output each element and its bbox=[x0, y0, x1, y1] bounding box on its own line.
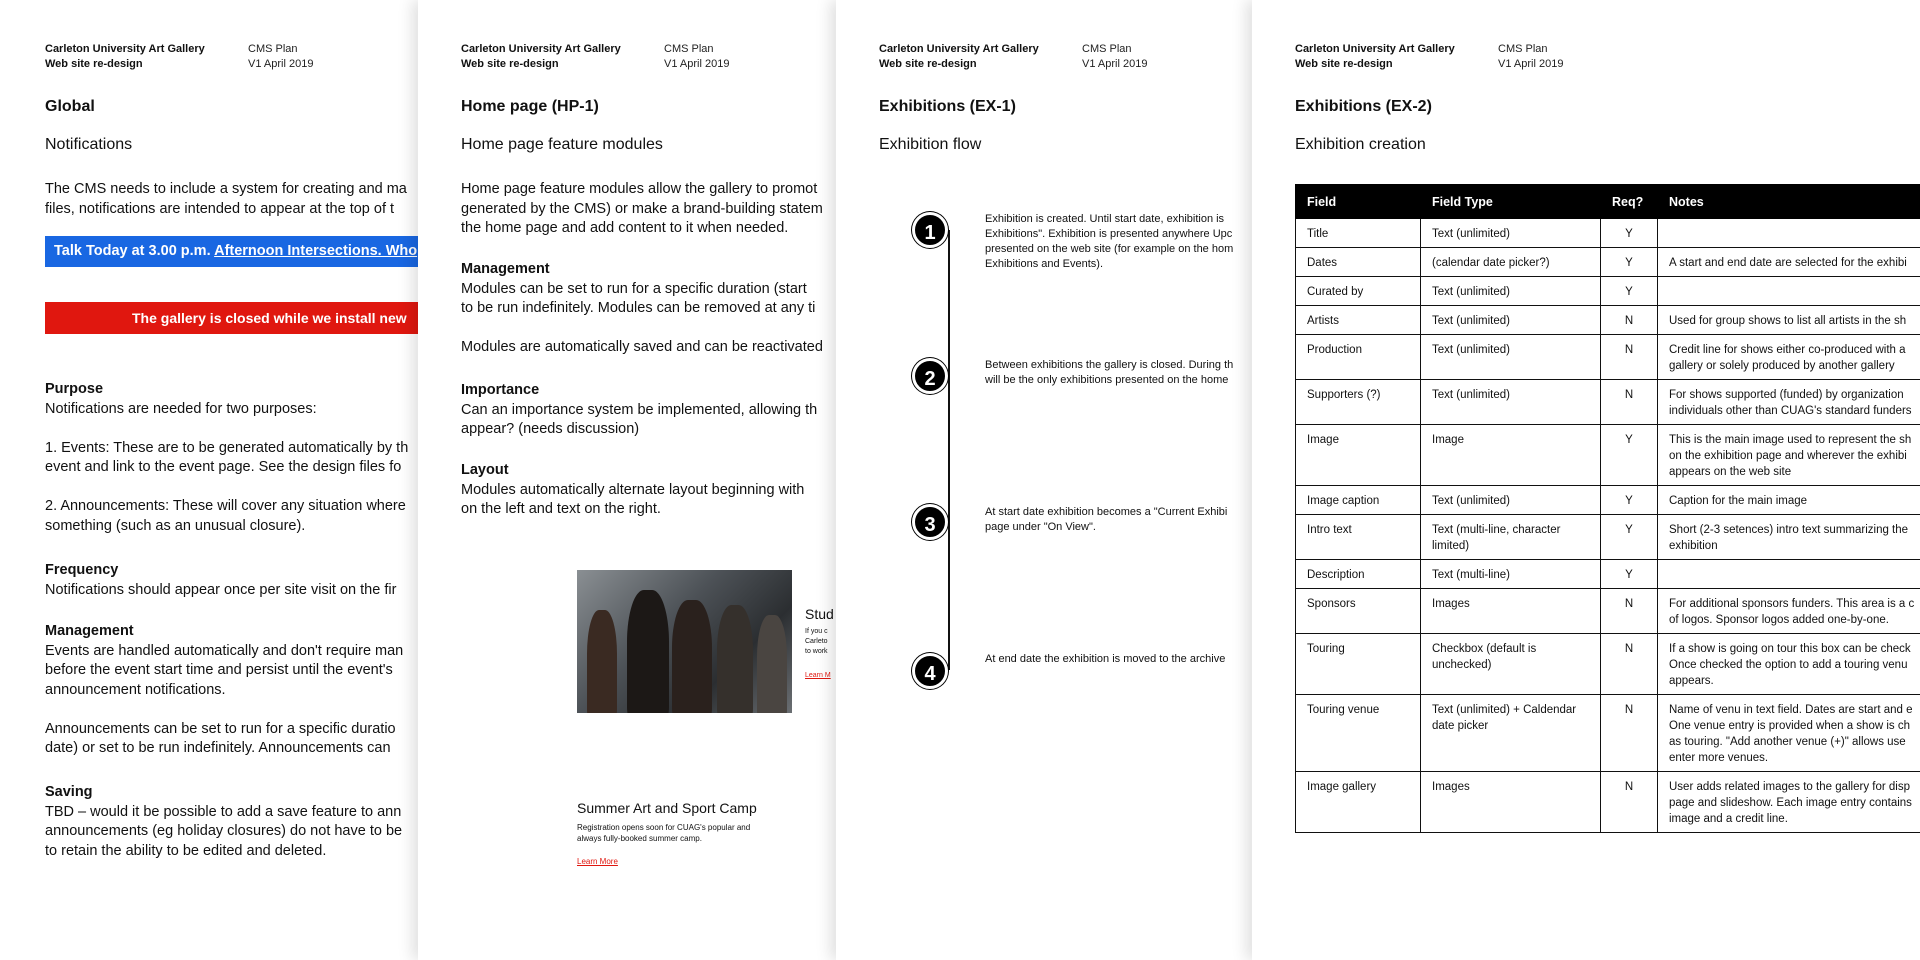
module-photo bbox=[577, 570, 792, 713]
module-text: If you c Carleto to work bbox=[805, 628, 828, 655]
field-name-cell: Image caption bbox=[1296, 486, 1421, 515]
table-row bbox=[1296, 306, 1920, 335]
required-cell: N bbox=[1601, 380, 1658, 425]
field-name-cell: Touring venue bbox=[1296, 695, 1421, 772]
field-type-cell: Image bbox=[1421, 425, 1601, 486]
field-type-cell: Text (unlimited) bbox=[1421, 306, 1601, 335]
management-block: Management Modules can be set to run for a specific duration (start to be run indefinitely. Modules can be removed at any ti Modules are automatically saved and can be reactivated bbox=[461, 261, 823, 355]
required-cell: Y bbox=[1601, 560, 1658, 589]
required-cell: N bbox=[1601, 772, 1658, 833]
module-learn-more-link[interactable]: Learn M bbox=[805, 672, 831, 679]
required-cell: Y bbox=[1601, 277, 1658, 306]
doc-header-org: Carleton University Art Gallery Web site re-design bbox=[461, 43, 621, 70]
field-type-cell: Text (unlimited) bbox=[1421, 335, 1601, 380]
intro-text: The CMS needs to include a system for creating and ma files, notifications are intended to appear at the top of t bbox=[45, 181, 407, 217]
notes-cell: For additional sponsors funders. This area is a c of logos. Sponsor logos added one-by-one. bbox=[1658, 589, 1920, 634]
frequency-block: Frequency Notifications should appear once per site visit on the fir bbox=[45, 562, 397, 598]
notes-cell: Credit line for shows either co-produced with a gallery or solely produced by another gallery bbox=[1658, 335, 1920, 380]
table-row bbox=[1296, 560, 1920, 589]
field-type-cell: Text (unlimited) bbox=[1421, 219, 1601, 248]
field-type-cell: Images bbox=[1421, 589, 1601, 634]
table-row bbox=[1296, 380, 1920, 425]
table-header-row bbox=[1296, 185, 1920, 219]
required-cell: Y bbox=[1601, 248, 1658, 277]
section-subtitle: Exhibition flow bbox=[879, 136, 982, 153]
table-row bbox=[1296, 219, 1920, 248]
notes-cell: Short (2-3 setences) intro text summarizing the exhibition bbox=[1658, 515, 1920, 560]
field-type-cell: Text (multi-line, character limited) bbox=[1421, 515, 1601, 560]
doc-header-version: CMS Plan V1 April 2019 bbox=[248, 43, 314, 70]
section-title: Exhibitions (EX-2) bbox=[1295, 98, 1432, 115]
required-cell: N bbox=[1601, 589, 1658, 634]
notes-cell bbox=[1658, 219, 1920, 248]
doc-header-org: Carleton University Art Gallery Web site re-design bbox=[879, 43, 1039, 70]
step-description: At end date the exhibition is moved to the archive bbox=[985, 653, 1226, 665]
field-type-cell: Images bbox=[1421, 772, 1601, 833]
field-name-cell: Touring bbox=[1296, 634, 1421, 695]
flow-timeline bbox=[948, 230, 950, 670]
section-subtitle: Exhibition creation bbox=[1295, 136, 1426, 153]
doc-header-version: CMS Plan V1 April 2019 bbox=[1082, 43, 1148, 70]
field-type-cell: Text (unlimited) bbox=[1421, 277, 1601, 306]
field-name-cell: Supporters (?) bbox=[1296, 380, 1421, 425]
step-marker: 3 bbox=[912, 504, 948, 540]
field-name-cell: Title bbox=[1296, 219, 1421, 248]
notes-cell: User adds related images to the gallery for disp page and slideshow. Each image entry contains image and a credit line. bbox=[1658, 772, 1920, 833]
table-row bbox=[1296, 335, 1920, 380]
purpose-block: Purpose Notifications are needed for two purposes: 1. Events: These are to be generated automatically by th event and link to the event page. See the design files fo 2. Announcements: These will cover any situation where something (such as an unusual closure). bbox=[45, 381, 409, 534]
layout-block: Layout Modules automatically alternate layout beginning with on the left and text on the right. bbox=[461, 462, 805, 517]
announcement-notification-banner: The gallery is closed while we install new bbox=[45, 302, 418, 334]
step-marker: 4 bbox=[912, 653, 948, 689]
field-name-cell: Image gallery bbox=[1296, 772, 1421, 833]
notes-cell: A start and end date are selected for the exhibi bbox=[1658, 248, 1920, 277]
step-marker: 1 bbox=[912, 212, 948, 248]
field-name-cell: Image bbox=[1296, 425, 1421, 486]
page-exhibition-creation bbox=[1252, 0, 1920, 960]
module-learn-more-link[interactable]: Learn More bbox=[577, 857, 618, 866]
management-block: Management Events are handled automatically and don't require man before the event start time and persist until the event's announcement notifications. Announcements can be set to run for a specific duratio date) or set to be run indefinitely. Announcements can bbox=[45, 623, 404, 756]
field-name-cell: Production bbox=[1296, 335, 1421, 380]
doc-header-version: CMS Plan V1 April 2019 bbox=[1498, 43, 1564, 70]
section-subtitle: Notifications bbox=[45, 136, 133, 153]
required-cell: Y bbox=[1601, 515, 1658, 560]
field-name-cell: Description bbox=[1296, 560, 1421, 589]
doc-header-org: Carleton University Art Gallery Web site re-design bbox=[1295, 43, 1455, 70]
table-row bbox=[1296, 695, 1920, 772]
table-row bbox=[1296, 772, 1920, 833]
field-type-cell: Text (unlimited) + Caldendar date picker bbox=[1421, 695, 1601, 772]
field-name-cell: Curated by bbox=[1296, 277, 1421, 306]
required-cell: Y bbox=[1601, 486, 1658, 515]
section-subtitle: Home page feature modules bbox=[461, 136, 663, 153]
section-title: Home page (HP-1) bbox=[461, 98, 599, 115]
notes-cell bbox=[1658, 277, 1920, 306]
table-row bbox=[1296, 589, 1920, 634]
column-header: Notes bbox=[1658, 185, 1920, 219]
table-row bbox=[1296, 425, 1920, 486]
section-title: Exhibitions (EX-1) bbox=[879, 98, 1016, 115]
column-header: Field bbox=[1296, 185, 1421, 219]
table-row bbox=[1296, 248, 1920, 277]
step-marker: 2 bbox=[912, 358, 948, 394]
step-description: At start date exhibition becomes a "Current Exhibi page under "On View". bbox=[985, 506, 1228, 533]
module-title: Stud bbox=[805, 606, 834, 622]
required-cell: N bbox=[1601, 634, 1658, 695]
required-cell: Y bbox=[1601, 219, 1658, 248]
saving-block: Saving TBD – would it be possible to add a save feature to ann announcements (eg holiday closures) do not have to be to retain the ability to be edited and deleted. bbox=[45, 784, 403, 859]
module-text: Registration opens soon for CUAG's popular and always fully-booked summer camp. bbox=[577, 823, 751, 843]
field-name-cell: Artists bbox=[1296, 306, 1421, 335]
module-title: Summer Art and Sport Camp bbox=[577, 800, 757, 816]
notes-cell: If a show is going on tour this box can be check Once checked the option to add a touring venu appears. bbox=[1658, 634, 1920, 695]
field-name-cell: Intro text bbox=[1296, 515, 1421, 560]
notes-cell: Used for group shows to list all artists in the sh bbox=[1658, 306, 1920, 335]
page-exhibition-flow bbox=[836, 0, 1254, 960]
field-type-cell: (calendar date picker?) bbox=[1421, 248, 1601, 277]
field-type-cell: Checkbox (default is unchecked) bbox=[1421, 634, 1601, 695]
field-type-cell: Text (unlimited) bbox=[1421, 486, 1601, 515]
doc-header-org: Carleton University Art Gallery Web site re-design bbox=[45, 43, 205, 70]
doc-header-version: CMS Plan V1 April 2019 bbox=[664, 43, 730, 70]
step-description: Between exhibitions the gallery is closed. During th will be the only exhibitions presented on the home bbox=[985, 359, 1234, 386]
notes-cell bbox=[1658, 560, 1920, 589]
field-name-cell: Sponsors bbox=[1296, 589, 1421, 634]
table-row bbox=[1296, 515, 1920, 560]
page-global-notifications bbox=[0, 0, 418, 960]
notes-cell: For shows supported (funded) by organization individuals other than CUAG's standard funders bbox=[1658, 380, 1920, 425]
step-description: Exhibition is created. Until start date, exhibition is Exhibitions". Exhibition is presented anywhere Upc presented on the web site (for example on the hom Exhibitions and Events). bbox=[985, 213, 1234, 270]
column-header: Field Type bbox=[1421, 185, 1601, 219]
event-notification-banner: Talk Today at 3.00 p.m. Afternoon Intersections. Who bbox=[45, 236, 418, 267]
importance-block: Importance Can an importance system be implemented, allowing th appear? (needs discussion) bbox=[461, 382, 818, 437]
field-name-cell: Dates bbox=[1296, 248, 1421, 277]
column-header: Req? bbox=[1601, 185, 1658, 219]
table-row bbox=[1296, 486, 1920, 515]
required-cell: N bbox=[1601, 335, 1658, 380]
table-row bbox=[1296, 634, 1920, 695]
event-notification-link[interactable]: Afternoon Intersections. Who bbox=[214, 243, 418, 259]
page-home-feature-modules bbox=[418, 0, 836, 960]
table-row bbox=[1296, 277, 1920, 306]
field-type-cell: Text (unlimited) bbox=[1421, 380, 1601, 425]
field-type-cell: Text (multi-line) bbox=[1421, 560, 1601, 589]
notes-cell: Name of venu in text field. Dates are start and e One venue entry is provided when a show is ch as touring. "Add another venue (+)" allows use enter more venues. bbox=[1658, 695, 1920, 772]
notes-cell: Caption for the main image bbox=[1658, 486, 1920, 515]
required-cell: N bbox=[1601, 695, 1658, 772]
intro-text: Home page feature modules allow the gallery to promot generated by the CMS) or make a brand-building statem the home page and add content to it when needed. bbox=[461, 181, 823, 236]
required-cell: Y bbox=[1601, 425, 1658, 486]
notes-cell: This is the main image used to represent the sh on the exhibition page and wherever the exhibi appears on the web site bbox=[1658, 425, 1920, 486]
exhibition-fields-table bbox=[1295, 184, 1920, 833]
required-cell: N bbox=[1601, 306, 1658, 335]
section-title: Global bbox=[45, 98, 95, 115]
